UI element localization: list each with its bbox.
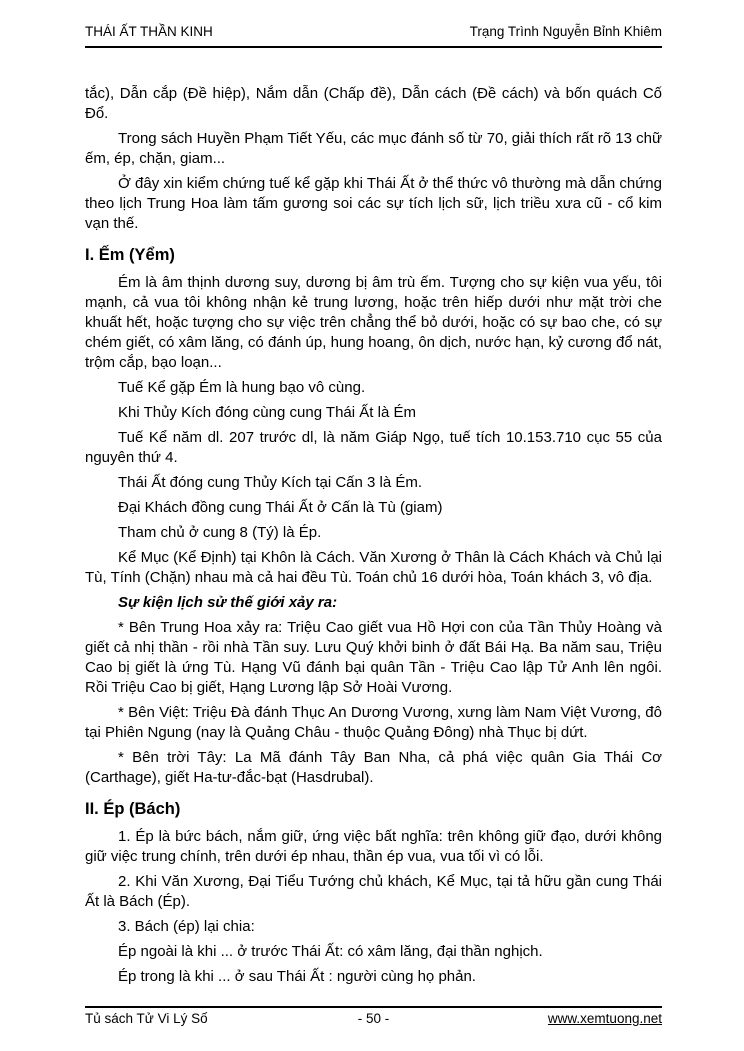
paragraph: Kể Mục (Kể Định) tại Khôn là Cách. Văn Xương ở Thân là Cách Khách và Chủ lại Tù, Tính (Chặn) nhau mà cả hai đều Tù. Toán chủ 16 dưới hòa, Toán khách 3, vô địa. <box>85 549 662 586</box>
paragraph: Ém là âm thịnh dương suy, dương bị âm trù ếm. Tượng cho sự kiện vua yếu, tôi mạnh, cả vua tôi không nhận kẻ trung lương, hoặc trên hiếp dưới như mặt trời che khuất hết, hoặc tượng cho sự việc trên chẳng thể bỏ dưới, hoặc có sự bao che, có sự chém giết, có xâm lăng, có đánh úp, hung hoang, ôn dịch, nước hạn, kỷ cương đổ nát, trộm cắp, bạo loạn... <box>85 274 662 371</box>
header-author: Trạng Trình Nguyễn Bỉnh Khiêm <box>469 24 662 39</box>
paragraph: Trong sách Huyền Phạm Tiết Yếu, các mục đánh số từ 70, giải thích rất rõ 13 chữ ếm, ép, chặn, giam... <box>85 130 662 167</box>
page-footer <box>85 1006 662 1026</box>
paragraph: Tuế Kể năm dl. 207 trước dl, là năm Giáp Ngọ, tuế tích 10.153.710 cục 55 của nguyên thứ 4. <box>85 429 662 466</box>
paragraph: 2. Khi Văn Xương, Đại Tiểu Tướng chủ khách, Kể Mục, tại tả hữu gần cung Thái Ất là Bách (Ép). <box>85 873 662 910</box>
paragraph: Khi Thủy Kích đóng cùng cung Thái Ất là Ém <box>118 404 416 421</box>
page-header <box>85 24 662 48</box>
paragraph: Ép ngoài là khi ... ở trước Thái Ất: có xâm lăng, đại thần nghịch. <box>118 943 543 960</box>
subsection-heading: Sự kiện lịch sử thế giới xảy ra: <box>118 594 338 611</box>
footer-series-title: Tủ sách Tử Vi Lý Số <box>85 1011 208 1026</box>
document-body <box>85 84 662 992</box>
paragraph: Thái Ất đóng cung Thủy Kích tại Cấn 3 là Ém. <box>118 474 423 491</box>
paragraph: Đại Khách đồng cung Thái Ất ở Cấn là Tù (giam) <box>118 499 443 516</box>
paragraph: * Bên trời Tây: La Mã đánh Tây Ban Nha, cả phá việc quân Gia Thái Cơ (Carthage), giết Ha-tư-đắc-bạt (Hasdrubal). <box>85 749 662 786</box>
section-heading: II. Ép (Bách) <box>85 800 181 818</box>
page-number: - 50 - <box>357 1011 390 1026</box>
website-link[interactable]: www.xemtuong.net <box>547 1011 662 1026</box>
paragraph: 1. Ép là bức bách, nắm giữ, ứng việc bất nghĩa: trên không giữ đạo, dưới không giữ việc trung chính, trên dưới ép nhau, thần ép vua, vua tối vì có lỗi. <box>85 828 662 865</box>
paragraph: Tham chủ ở cung 8 (Tý) là Ép. <box>118 524 322 541</box>
paragraph: Ép trong là khi ... ở sau Thái Ất : người cùng họ phản. <box>118 968 476 985</box>
paragraph: Tuế Kể gặp Ém là hung bạo vô cùng. <box>118 379 366 396</box>
section-heading: I. Ếm (Yểm) <box>85 246 175 264</box>
paragraph: 3. Bách (ép) lại chia: <box>118 918 255 935</box>
paragraph: * Bên Việt: Triệu Đà đánh Thục An Dương Vương, xưng làm Nam Việt Vương, đô tại Phiên Ngung (nay là Quảng Châu - thuộc Quảng Đông) nhà Thục bị dứt. <box>85 704 662 741</box>
paragraph: * Bên Trung Hoa xảy ra: Triệu Cao giết vua Hồ Hợi con của Tần Thủy Hoàng và giết cả nhị thần - rồi nhà Tần suy. Lưu Quý khởi binh ở đất Bái Hạ. Ba năm sau, Triệu Cao bị giết là ứng Tù. Hạng Vũ đánh bại quân Tần - Triệu Cao lập Tử Anh lên ngôi. Rồi Triệu Cao bị giết, Hạng Lương lập Sở Hoài Vương. <box>85 619 662 696</box>
header-book-title: THÁI ẤT THẦN KINH <box>85 24 213 39</box>
paragraph: tắc), Dẫn cắp (Đề hiệp), Nắm dẫn (Chấp đề), Dẫn cách (Đề cách) và bốn quách Cố Đổ. <box>85 85 662 122</box>
paragraph: Ở đây xin kiểm chứng tuế kể gặp khi Thái Ất ở thể thức vô thường mà dẫn chứng theo lịch Trung Hoa làm tấm gương soi các sự tích lịch sữ, lịch triều xưa cũ - cổ kim vạn thế. <box>85 175 662 232</box>
